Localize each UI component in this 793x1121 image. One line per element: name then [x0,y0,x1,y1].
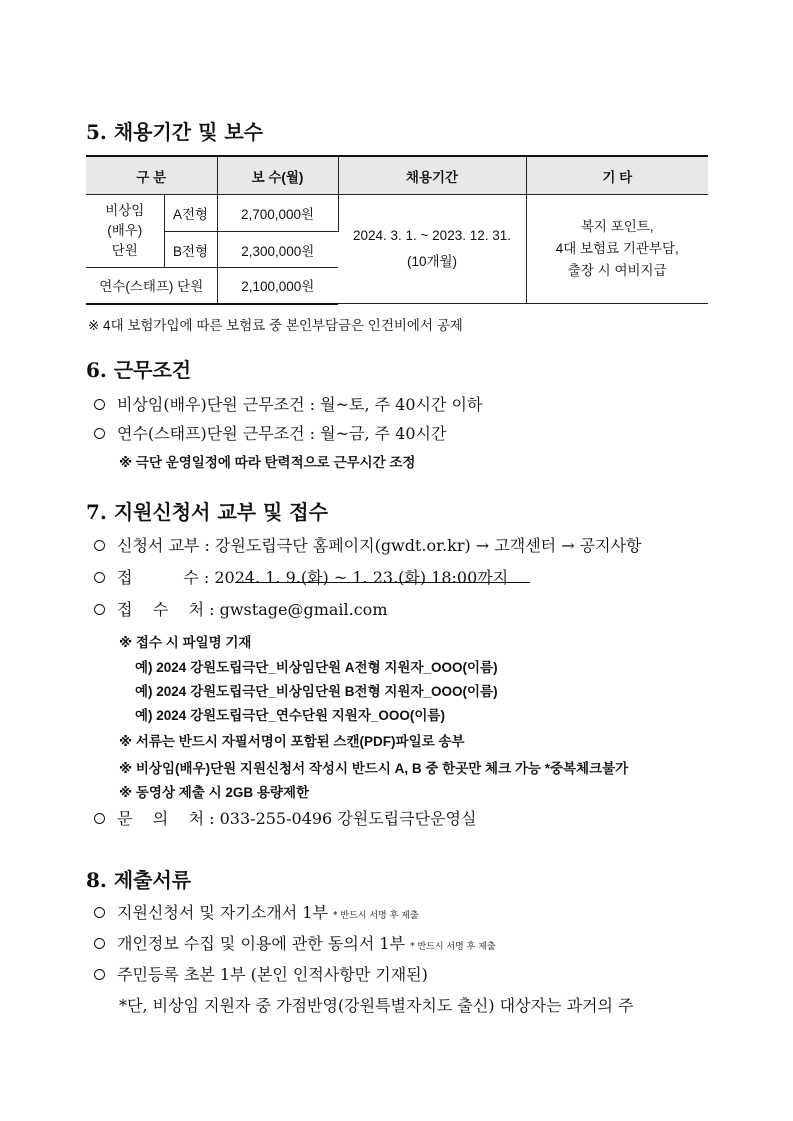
doc-item-application-text: 지원신청서 및 자기소개서 1부 [117,903,328,922]
reception-period-text: 접 수 : 2024. 1. 9.(화) ~ 1. 23.(화) 18:00까지 [117,568,509,587]
doc-item-consent-text: 개인정보 수집 및 이용에 관한 동의서 1부 [117,934,405,953]
section-7-title: 7. 지원신청서 교부 및 접수 [86,500,328,524]
circle-bullet-icon [94,969,105,980]
reception-period [94,565,508,588]
pay-trainee: 2,100,000원 [217,268,338,304]
section-5-title: 5. 채용기간 및 보수 [86,120,264,144]
check-note: ※ 비상임(배우)단원 지원신청서 작성시 반드시 A, B 중 한곳만 체크 가능 *중복체크불가 [119,761,629,776]
section-6-title: 6. 근무조건 [86,358,192,382]
circle-bullet-icon [94,813,105,824]
group-label: 비상임 (배우) 단원 [86,195,164,268]
circle-bullet-icon [94,938,105,949]
form-distribution [94,533,642,556]
video-note: ※ 동영상 제출 시 2GB 용량제한 [119,785,310,800]
header-period: 채용기간 [338,156,526,195]
resident-tail-note: *단, 비상임 지원자 중 가점반영(강원특별자치도 출신) 대상자는 과거의 주 [119,996,634,1015]
doc-item-application [94,900,419,923]
work-condition-actor-text: 비상임(배우)단원 근무조건 : 월~토, 주 40시간 이하 [117,395,483,414]
work-condition-staff-text: 연수(스태프)단원 근무조건 : 월~금, 주 40시간 [117,424,447,443]
pdf-note: ※ 서류는 반드시 자필서명이 포함된 스캔(PDF)파일로 송부 [119,734,465,749]
circle-bullet-icon [94,572,105,583]
etc-cell: 복지 포인트, 4대 보험료 기관부담, 출장 시 여비지급 [526,195,708,304]
filename-example-a: 예) 2024 강원도립극단_비상임단원 A전형 지원자_OOO(이름) [135,660,498,675]
pay-table [86,155,708,305]
type-b: B전형 [164,232,217,268]
work-condition-actor [94,392,482,415]
header-pay: 보 수(월) [217,156,338,195]
type-a: A전형 [164,195,217,232]
type-trainee: 연수(스태프) 단원 [86,268,217,304]
work-condition-staff [94,421,446,444]
circle-bullet-icon [94,604,105,615]
pay-b: 2,300,000원 [217,232,338,268]
section-8-title: 8. 제출서류 [86,868,192,892]
circle-bullet-icon [94,540,105,551]
form-distribution-text: 신청서 교부 : 강원도립극단 홈페이지(gwdt.or.kr) → 고객센터 → 공지사항 [117,536,642,555]
circle-bullet-icon [94,428,105,439]
contact-text: 문 의 처 : 033-255-0496 강원도립극단운영실 [117,809,477,828]
filename-note: ※ 접수 시 파일명 기재 [119,635,252,650]
header-category: 구 분 [86,156,217,195]
doc-item-resident-text: 주민등록 초본 1부 (본인 인적사항만 기재된) [117,965,428,984]
insurance-note: ※ 4대 보험가입에 따른 보험료 중 본인부담금은 인건비에서 공제 [88,318,463,333]
reception-place [94,597,388,620]
doc-item-application-note: * 반드시 서명 후 제출 [333,911,419,921]
pay-a: 2,700,000원 [217,195,338,232]
period-cell: 2024. 3. 1. ~ 2023. 12. 31. (10개월) [338,195,526,304]
doc-item-consent-note: * 반드시 서명 후 제출 [410,942,496,952]
doc-item-resident [94,962,428,985]
filename-example-trainee: 예) 2024 강원도립극단_연수단원 지원자_OOO(이름) [135,708,445,723]
circle-bullet-icon [94,399,105,410]
filename-example-b: 예) 2024 강원도립극단_비상임단원 B전형 지원자_OOO(이름) [135,684,498,699]
doc-item-consent [94,931,496,954]
reception-underline [235,582,530,583]
header-etc: 기 타 [526,156,708,195]
contact-line [94,806,476,829]
reception-place-text: 접 수 처 : gwstage@gmail.com [117,600,388,619]
work-schedule-note: ※ 극단 운영일정에 따라 탄력적으로 근무시간 조정 [119,455,416,470]
circle-bullet-icon [94,907,105,918]
